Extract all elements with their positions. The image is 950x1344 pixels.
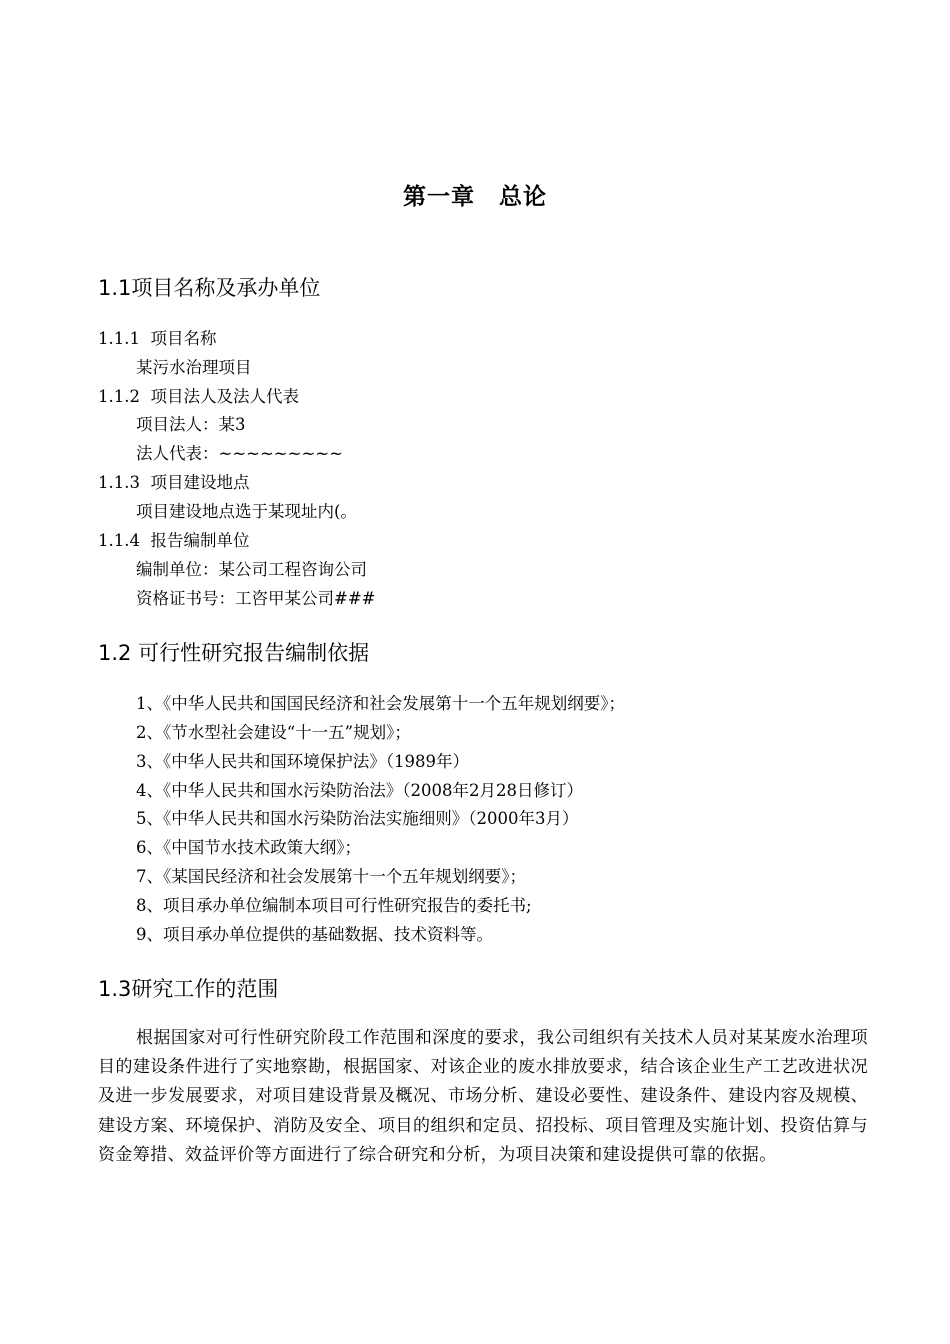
basis-list-item: 4、《中华人民共和国水污染防治法》（2008年2月28日修订）: [136, 781, 583, 800]
subsection-1-1-4: [98, 530, 249, 552]
basis-list-item: 1、《中华人民共和国国民经济和社会发展第十一个五年规划纲要》；: [136, 694, 625, 713]
project-name-value: 某污水治理项目: [136, 358, 252, 377]
basis-list-item: 9、项目承办单位提供的基础数据、技术资料等。: [136, 925, 493, 944]
basis-list-item: 5、《中华人民共和国水污染防治法实施细则》（2000年3月）: [136, 809, 579, 828]
basis-list-item: 3、《中华人民共和国环境保护法》（1989年）: [136, 752, 469, 771]
project-legal-entity: 项目法人：某3: [136, 415, 246, 434]
research-scope-paragraph: 根据国家对可行性研究阶段工作范围和深度的要求，我公司组织有关技术人员对某某废水治理项目的建设条件进行了实地察勘，根据国家、对该企业的废水排放要求，结合该企业生产工艺改进状况及进一步发展要求，对项目建设背景及概况、市场分析、建设必要性、建设条件、建设内容及规模、建设方案、环境保护、消防及安全、项目的组织和定员、招投标、项目管理及实施计划、投资估算与资金筹措、效益评价等方面进行了综合研究和分析，为项目决策和建设提供可靠的依据。: [98, 1028, 868, 1165]
subsection-title: 报告编制单位: [150, 531, 250, 550]
compiling-unit: 编制单位：某公司工程咨询公司: [136, 560, 367, 579]
subsection-title: 项目法人及法人代表: [150, 387, 299, 406]
project-location: 项目建设地点选于某现址内(。: [136, 502, 357, 521]
subsection-number: 1.1.4: [98, 531, 140, 550]
subsection-number: 1.1.1: [98, 329, 140, 348]
subsection-1-1-2: [98, 386, 299, 408]
basis-list-item: 2、《节水型社会建设“十一五”规划》；: [136, 723, 411, 742]
section-heading-1-2: 1.2 可行性研究报告编制依据: [98, 641, 370, 665]
subsection-1-1-1: [98, 328, 216, 350]
section-heading-1-3: 1.3研究工作的范围: [98, 977, 279, 1001]
subsection-number: 1.1.2: [98, 387, 140, 406]
legal-representative: 法人代表：~~~~~~~~~: [136, 444, 343, 463]
section-heading-1-1: 1.1项目名称及承办单位: [98, 276, 321, 300]
chapter-title: 第一章 总论: [403, 184, 547, 210]
basis-list-item: 7、《某国民经济和社会发展第十一个五年规划纲要》；: [136, 867, 526, 886]
subsection-title: 项目名称: [150, 329, 217, 348]
basis-list-item: 8、项目承办单位编制本项目可行性研究报告的委托书;: [136, 896, 532, 915]
qualification-number: 资格证书号：工咨甲某公司###: [136, 589, 376, 608]
subsection-number: 1.1.3: [98, 473, 140, 492]
subsection-1-1-3: [98, 472, 249, 494]
basis-list-item: 6、《中国节水技术政策大纲》；: [136, 838, 361, 857]
subsection-title: 项目建设地点: [150, 473, 250, 492]
